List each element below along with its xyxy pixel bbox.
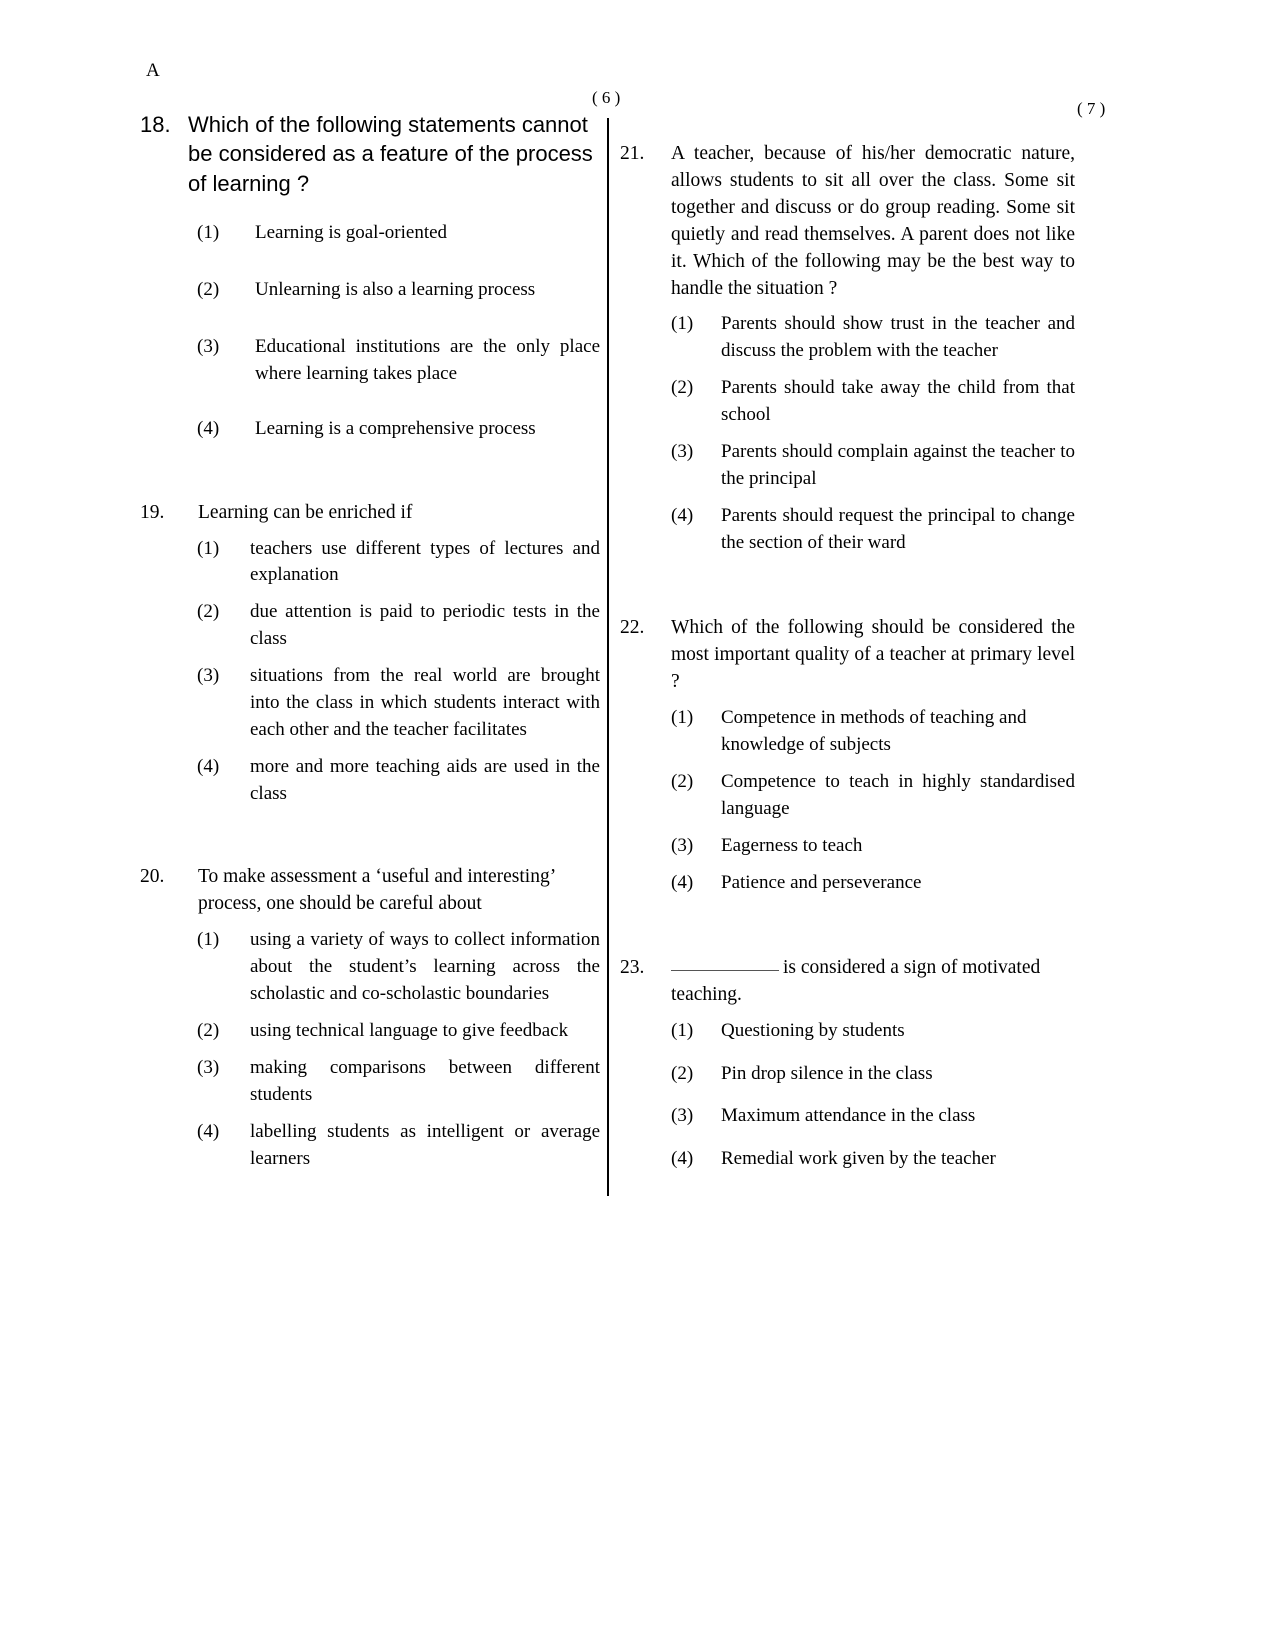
question-21 — [620, 141, 1075, 557]
question-23-text-after-blank: is considered a sign of motivated teaching. — [671, 956, 1041, 1005]
question-21-number: 21. — [620, 143, 645, 164]
option-text: Parents should show trust in the teacher and discuss the problem with the teacher — [721, 313, 1075, 362]
option-text: making comparisons between different students — [250, 1056, 600, 1105]
question-19-options — [140, 536, 600, 809]
column-divider — [607, 118, 609, 1196]
question-18-number: 18. — [140, 112, 171, 137]
question-18-text: Which of the following statements cannot be considered as a feature of the process of learning ? — [188, 112, 593, 196]
question-19 — [140, 500, 600, 809]
option-label: (1) — [671, 1019, 694, 1041]
question-20-header — [140, 864, 600, 918]
option-label: (4) — [197, 417, 220, 439]
option-item[interactable] — [140, 754, 600, 808]
question-23-text — [671, 955, 1075, 1009]
option-text: more and more teaching aids are used in the class — [250, 756, 600, 805]
option-text: teachers use different types of lectures and explanation — [250, 537, 600, 586]
option-text: Parents should take away the child from that school — [721, 377, 1075, 426]
option-label: (4) — [671, 871, 694, 893]
option-item[interactable] — [620, 1018, 1075, 1045]
option-item[interactable] — [140, 277, 600, 304]
option-label: (2) — [197, 601, 220, 623]
option-item[interactable] — [140, 1055, 600, 1109]
question-19-text: Learning can be enriched if — [198, 501, 413, 523]
question-20-text: To make assessment a ‘useful and interesting’ process, one should be careful about — [198, 866, 555, 915]
question-22 — [620, 615, 1075, 897]
question-21-header — [620, 141, 1075, 302]
option-text: Questioning by students — [721, 1019, 905, 1041]
option-text: Learning is a comprehensive process — [255, 417, 536, 439]
option-label: (1) — [671, 706, 694, 728]
question-23-header — [620, 955, 1075, 1009]
left-column — [140, 110, 600, 1173]
option-label: (3) — [197, 665, 220, 687]
question-21-options — [620, 311, 1075, 557]
option-text: Parents should request the principal to change the section of their ward — [721, 505, 1075, 554]
option-label: (1) — [197, 929, 220, 951]
option-item[interactable] — [140, 416, 600, 443]
option-text: Patience and perseverance — [721, 871, 922, 893]
option-label: (2) — [671, 377, 694, 399]
option-item[interactable] — [140, 536, 600, 590]
option-label: (2) — [197, 278, 220, 300]
fill-in-blank[interactable] — [671, 970, 779, 971]
option-item[interactable] — [620, 769, 1075, 823]
option-text: Educational institutions are the only place where learning takes place — [255, 335, 600, 384]
option-text: using a variety of ways to collect information about the student’s learning across the scholastic and co-scholastic boundaries — [250, 929, 600, 1004]
option-text: Learning is goal-oriented — [255, 221, 448, 243]
option-text: Parents should complain against the teacher to the principal — [721, 441, 1075, 490]
question-22-header — [620, 615, 1075, 696]
option-label: (4) — [197, 756, 220, 778]
question-20-options — [140, 927, 600, 1173]
question-22-options — [620, 705, 1075, 897]
option-item[interactable] — [140, 663, 600, 744]
option-label: (2) — [197, 1019, 220, 1041]
question-21-text: A teacher, because of his/her democratic nature, allows students to sit all over the class. Some sit together and discuss or do group reading. Some sit quietly and read themselves. A parent does not like it. Which of the following may be the best way to handle the situation ? — [671, 143, 1075, 299]
question-20-number: 20. — [140, 866, 165, 888]
option-item[interactable] — [620, 503, 1075, 557]
question-20 — [140, 864, 600, 1173]
option-item[interactable] — [140, 1119, 600, 1173]
option-text: Pin drop silence in the class — [721, 1062, 933, 1084]
question-23-options — [620, 1018, 1075, 1174]
question-19-header — [140, 500, 600, 527]
question-18-header — [140, 110, 600, 198]
booklet-code: A — [146, 60, 161, 81]
option-text: situations from the real world are brought into the class in which students interact with each other and the teacher facilitates — [250, 665, 600, 741]
option-text: Remedial work given by the teacher — [721, 1148, 996, 1170]
option-item[interactable] — [620, 1146, 1075, 1173]
option-item[interactable] — [620, 705, 1075, 759]
option-label: (1) — [197, 537, 220, 559]
option-text: Eagerness to teach — [721, 834, 863, 856]
option-item[interactable] — [620, 1061, 1075, 1088]
question-23-number: 23. — [620, 956, 645, 978]
question-22-text: Which of the following should be considered the most important quality of a teacher at primary level ? — [671, 617, 1075, 692]
option-label: (2) — [671, 770, 694, 792]
option-label: (4) — [671, 1148, 694, 1170]
option-label: (1) — [671, 313, 694, 335]
option-item[interactable] — [620, 833, 1075, 860]
option-item[interactable] — [620, 439, 1075, 493]
option-item[interactable] — [140, 220, 600, 247]
option-label: (2) — [671, 1062, 694, 1084]
option-text: Competence to teach in highly standardised language — [721, 770, 1075, 819]
question-18-options — [140, 220, 600, 443]
question-22-number: 22. — [620, 617, 645, 639]
option-item[interactable] — [140, 334, 600, 388]
option-text: Competence in methods of teaching and knowledge of subjects — [721, 706, 1027, 755]
option-text: Maximum attendance in the class — [721, 1105, 976, 1127]
option-item[interactable] — [620, 1103, 1075, 1130]
option-label: (3) — [671, 834, 694, 856]
option-text: labelling students as intelligent or average learners — [250, 1120, 600, 1169]
page-number-right: ( 7 ) — [1077, 99, 1106, 118]
option-text: using technical language to give feedback — [250, 1019, 569, 1041]
question-19-number: 19. — [140, 501, 165, 523]
option-item[interactable] — [140, 927, 600, 1008]
option-item[interactable] — [620, 870, 1075, 897]
right-column — [620, 110, 1075, 1173]
question-18 — [140, 110, 600, 443]
option-label: (4) — [197, 1120, 220, 1142]
option-text: Unlearning is also a learning process — [255, 278, 536, 300]
option-label: (3) — [671, 441, 694, 463]
option-item[interactable] — [620, 375, 1075, 429]
option-label: (4) — [671, 505, 694, 527]
option-item[interactable] — [140, 599, 600, 653]
question-23 — [620, 955, 1075, 1174]
option-text: due attention is paid to periodic tests in the class — [250, 601, 600, 650]
option-item[interactable] — [620, 311, 1075, 365]
option-label: (3) — [197, 335, 220, 357]
page-number-left: ( 6 ) — [592, 88, 621, 107]
option-label: (1) — [197, 221, 220, 243]
option-label: (3) — [671, 1105, 694, 1127]
option-item[interactable] — [140, 1018, 600, 1045]
option-label: (3) — [197, 1056, 220, 1078]
